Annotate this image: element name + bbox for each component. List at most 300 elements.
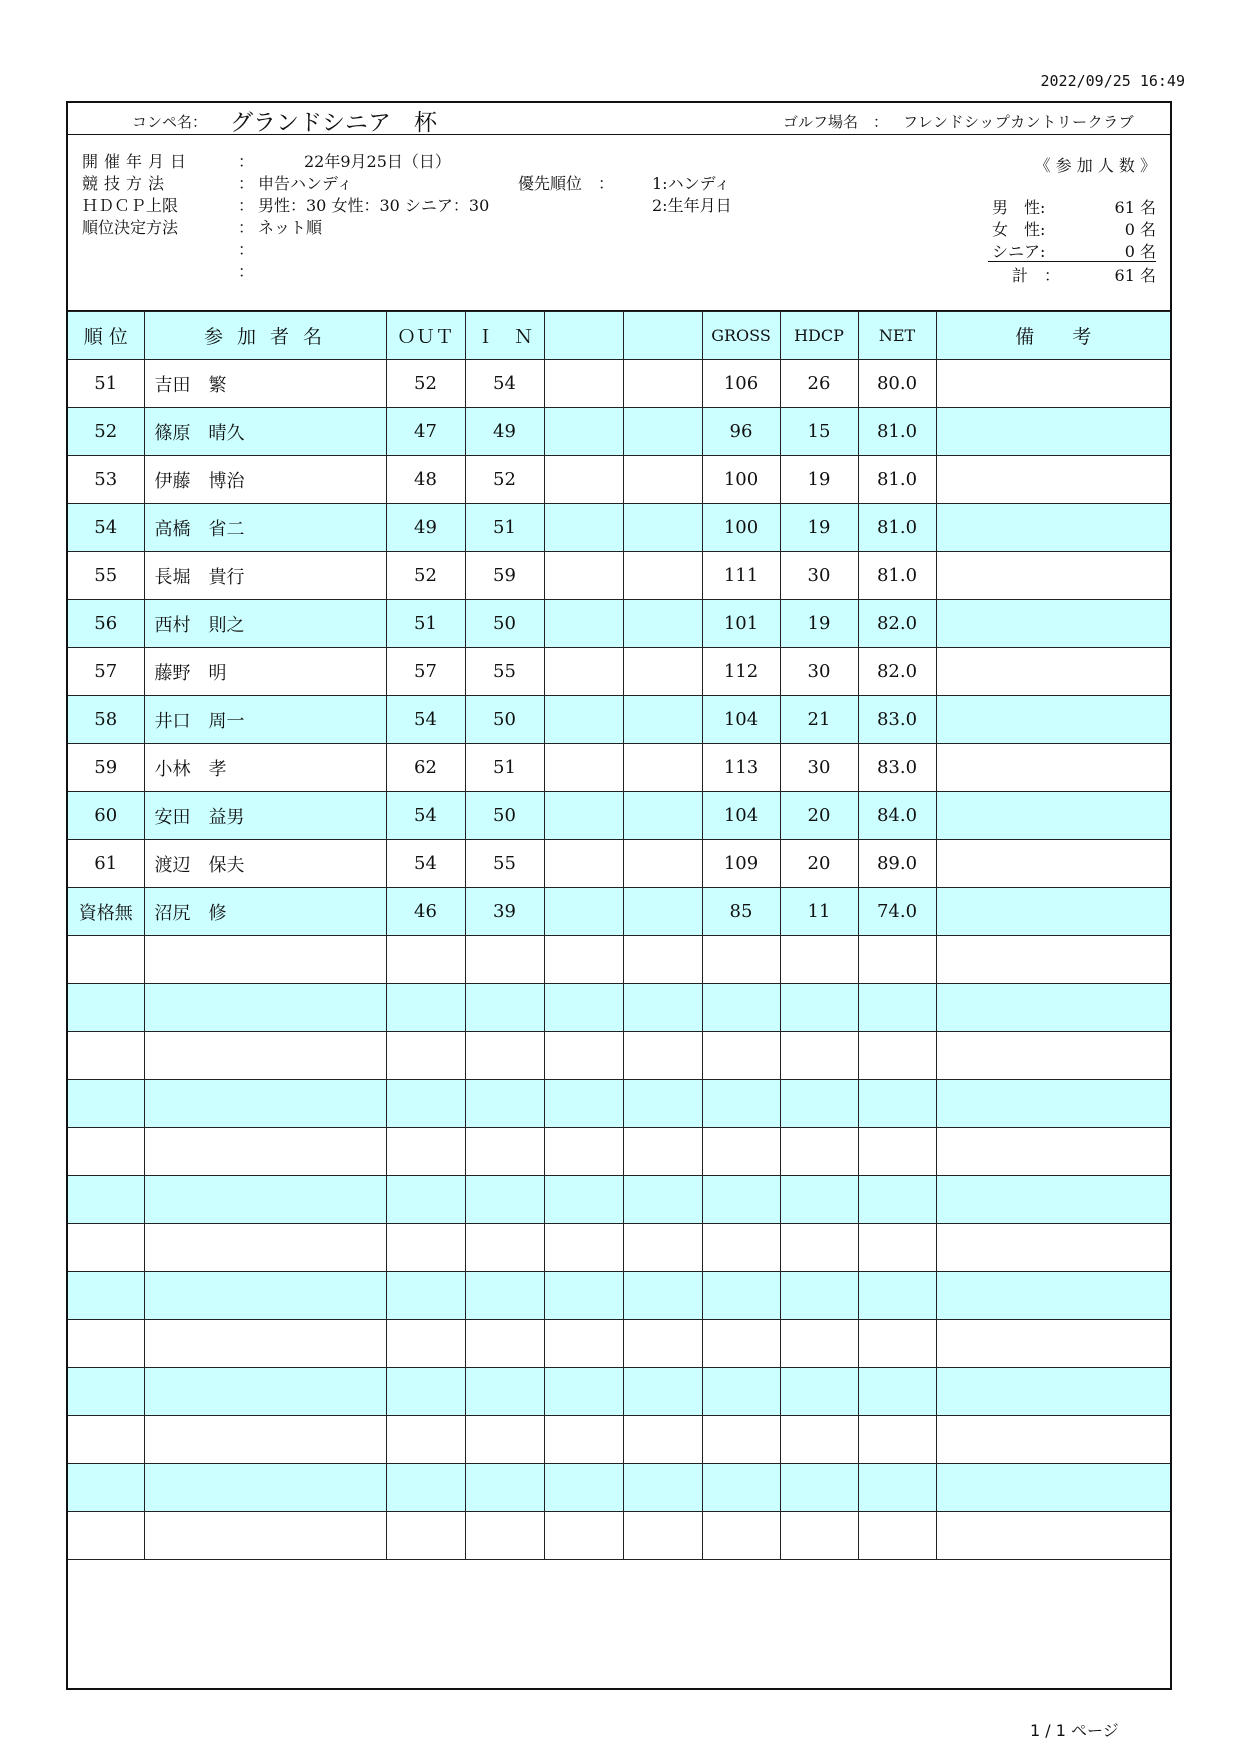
col-remarks: 備 考 xyxy=(936,312,1170,360)
cell-remarks xyxy=(936,984,1170,1032)
cell-out: 51 xyxy=(386,600,465,648)
cell-remarks xyxy=(936,1080,1170,1128)
cell-net xyxy=(858,1272,936,1320)
cell-rank xyxy=(68,1368,144,1416)
cell-net xyxy=(858,936,936,984)
cell-rank: 53 xyxy=(68,456,144,504)
counts-title: 《 参 加 人 数 》 xyxy=(1034,156,1156,175)
cell-out xyxy=(386,1032,465,1080)
cell-rank: 54 xyxy=(68,504,144,552)
cell-remarks xyxy=(936,1032,1170,1080)
cell-net: 74.0 xyxy=(858,888,936,936)
cell-out xyxy=(386,1320,465,1368)
cell-name: 高橋 省二 xyxy=(144,504,386,552)
cell-in xyxy=(465,984,544,1032)
cell-blank-2 xyxy=(623,1464,702,1512)
total-count: 61 名 xyxy=(1114,266,1156,285)
cell-hdcp xyxy=(780,1272,858,1320)
cell-in: 55 xyxy=(465,648,544,696)
cell-name xyxy=(144,1032,386,1080)
cell-hdcp xyxy=(780,1224,858,1272)
print-timestamp: 2022/09/25 16:49 xyxy=(1040,72,1185,90)
cell-out: 54 xyxy=(386,840,465,888)
cell-hdcp: 20 xyxy=(780,840,858,888)
cell-remarks xyxy=(936,1320,1170,1368)
cell-blank-1 xyxy=(544,1128,623,1176)
rank-method-label: 順位決定方法 xyxy=(82,218,179,237)
cell-blank-2 xyxy=(623,1272,702,1320)
cell-hdcp: 30 xyxy=(780,552,858,600)
table-row xyxy=(68,408,1170,456)
cell-gross xyxy=(702,1464,780,1512)
cell-in: 50 xyxy=(465,696,544,744)
cell-remarks xyxy=(936,1416,1170,1464)
cell-remarks xyxy=(936,936,1170,984)
cell-name xyxy=(144,1320,386,1368)
page-number: 1 / 1 ページ xyxy=(1030,1721,1119,1740)
method-colon: ： xyxy=(238,174,255,193)
cell-rank: 56 xyxy=(68,600,144,648)
cell-blank-2 xyxy=(623,984,702,1032)
cell-hdcp xyxy=(780,1032,858,1080)
cell-rank xyxy=(68,1320,144,1368)
cell-out: 52 xyxy=(386,360,465,408)
empty-row xyxy=(68,936,1170,984)
cell-remarks xyxy=(936,792,1170,840)
cell-blank-1 xyxy=(544,456,623,504)
cell-out: 54 xyxy=(386,696,465,744)
cell-gross: 111 xyxy=(702,552,780,600)
cell-blank-2 xyxy=(623,840,702,888)
header-row xyxy=(68,312,1170,360)
competition-label: コンペ名： xyxy=(132,113,208,131)
col-name: 参 加 者 名 xyxy=(144,312,386,360)
cell-in: 39 xyxy=(465,888,544,936)
empty-row xyxy=(68,1416,1170,1464)
empty-row xyxy=(68,1368,1170,1416)
cell-blank-1 xyxy=(544,360,623,408)
empty-row xyxy=(68,1320,1170,1368)
col-in: Ｉ Ｎ xyxy=(465,312,544,360)
cell-net xyxy=(858,1176,936,1224)
cell-out xyxy=(386,1512,465,1560)
cell-net: 81.0 xyxy=(858,504,936,552)
col-hdcp: HDCP xyxy=(780,312,858,360)
cell-hdcp xyxy=(780,1128,858,1176)
cell-in xyxy=(465,1416,544,1464)
cell-hdcp: 19 xyxy=(780,456,858,504)
empty-row xyxy=(68,1128,1170,1176)
empty-row xyxy=(68,1272,1170,1320)
cell-in xyxy=(465,1272,544,1320)
cell-out xyxy=(386,1464,465,1512)
cell-out: 52 xyxy=(386,552,465,600)
cell-net: 81.0 xyxy=(858,408,936,456)
cell-blank-1 xyxy=(544,1320,623,1368)
cell-blank-1 xyxy=(544,744,623,792)
cell-blank-2 xyxy=(623,936,702,984)
cell-gross: 101 xyxy=(702,600,780,648)
cell-gross xyxy=(702,1272,780,1320)
cell-blank-2 xyxy=(623,1512,702,1560)
cell-gross: 112 xyxy=(702,648,780,696)
cell-out xyxy=(386,1080,465,1128)
cell-gross xyxy=(702,1032,780,1080)
cell-net: 81.0 xyxy=(858,456,936,504)
cell-remarks xyxy=(936,840,1170,888)
cell-blank-1 xyxy=(544,1416,623,1464)
col-blank-2 xyxy=(623,312,702,360)
cell-gross: 100 xyxy=(702,504,780,552)
cell-blank-2 xyxy=(623,408,702,456)
cell-in xyxy=(465,1032,544,1080)
cell-remarks xyxy=(936,408,1170,456)
method-value: 申告ハンディ xyxy=(258,174,353,193)
cell-net xyxy=(858,1368,936,1416)
cell-hdcp: 20 xyxy=(780,792,858,840)
cell-hdcp xyxy=(780,1416,858,1464)
col-net: NET xyxy=(858,312,936,360)
cell-net xyxy=(858,1080,936,1128)
cell-name xyxy=(144,1128,386,1176)
cell-net: 81.0 xyxy=(858,552,936,600)
cell-gross xyxy=(702,1224,780,1272)
cell-in: 51 xyxy=(465,744,544,792)
cell-gross xyxy=(702,1176,780,1224)
cell-blank-1 xyxy=(544,696,623,744)
competition-name: グランドシニア 杯 xyxy=(230,110,437,136)
cell-blank-1 xyxy=(544,648,623,696)
cell-hdcp xyxy=(780,1176,858,1224)
cell-gross: 106 xyxy=(702,360,780,408)
cell-blank-1 xyxy=(544,1032,623,1080)
cell-in: 50 xyxy=(465,792,544,840)
cell-remarks xyxy=(936,1176,1170,1224)
competition-info xyxy=(68,135,1170,311)
cell-name: 篠原 晴久 xyxy=(144,408,386,456)
cell-name xyxy=(144,1512,386,1560)
cell-blank-1 xyxy=(544,1080,623,1128)
course-label: ゴルフ場名 ： xyxy=(783,113,889,131)
cell-gross: 100 xyxy=(702,456,780,504)
cell-in: 59 xyxy=(465,552,544,600)
col-gross: GROSS xyxy=(702,312,780,360)
cell-rank xyxy=(68,1416,144,1464)
cell-net xyxy=(858,1224,936,1272)
cell-blank-2 xyxy=(623,1032,702,1080)
cell-hdcp: 15 xyxy=(780,408,858,456)
cell-blank-1 xyxy=(544,504,623,552)
cell-out xyxy=(386,1176,465,1224)
cell-net: 83.0 xyxy=(858,744,936,792)
hdcp-limit-label: ＨＤＣＰ上限 xyxy=(82,196,179,215)
cell-name: 小林 孝 xyxy=(144,744,386,792)
cell-blank-2 xyxy=(623,696,702,744)
cell-in: 50 xyxy=(465,600,544,648)
cell-out xyxy=(386,984,465,1032)
cell-rank: 52 xyxy=(68,408,144,456)
cell-in: 55 xyxy=(465,840,544,888)
hdcp-limit-value: 男性：30 女性：30 シニア：30 xyxy=(258,196,490,215)
cell-remarks xyxy=(936,552,1170,600)
cell-in xyxy=(465,1464,544,1512)
cell-remarks xyxy=(936,600,1170,648)
cell-net xyxy=(858,1512,936,1560)
cell-remarks xyxy=(936,888,1170,936)
cell-blank-2 xyxy=(623,1320,702,1368)
cell-rank xyxy=(68,1080,144,1128)
cell-hdcp: 26 xyxy=(780,360,858,408)
cell-rank: 59 xyxy=(68,744,144,792)
priority-label: 優先順位 ： xyxy=(518,174,615,193)
cell-blank-2 xyxy=(623,1176,702,1224)
cell-gross: 104 xyxy=(702,696,780,744)
cell-blank-1 xyxy=(544,1176,623,1224)
cell-blank-1 xyxy=(544,840,623,888)
cell-gross xyxy=(702,1080,780,1128)
empty-row xyxy=(68,1224,1170,1272)
table-row xyxy=(68,792,1170,840)
cell-hdcp: 19 xyxy=(780,600,858,648)
cell-hdcp xyxy=(780,1464,858,1512)
empty-row xyxy=(68,1032,1170,1080)
cell-hdcp xyxy=(780,1320,858,1368)
cell-net xyxy=(858,1320,936,1368)
empty-row xyxy=(68,1176,1170,1224)
cell-blank-2 xyxy=(623,792,702,840)
cell-out: 49 xyxy=(386,504,465,552)
cell-remarks xyxy=(936,744,1170,792)
male-count: 61 名 xyxy=(1114,198,1156,217)
cell-blank-1 xyxy=(544,1464,623,1512)
hdcp-colon: ： xyxy=(238,196,255,215)
cell-rank xyxy=(68,936,144,984)
cell-name: 安田 益男 xyxy=(144,792,386,840)
cell-out: 54 xyxy=(386,792,465,840)
cell-gross: 85 xyxy=(702,888,780,936)
cell-remarks xyxy=(936,360,1170,408)
cell-rank xyxy=(68,1128,144,1176)
cell-name: 伊藤 博治 xyxy=(144,456,386,504)
cell-remarks xyxy=(936,504,1170,552)
cell-in: 49 xyxy=(465,408,544,456)
female-count: 0 名 xyxy=(1124,220,1156,239)
cell-name: 吉田 繁 xyxy=(144,360,386,408)
cell-blank-2 xyxy=(623,1128,702,1176)
cell-rank xyxy=(68,984,144,1032)
col-rank: 順 位 xyxy=(68,312,144,360)
cell-blank-1 xyxy=(544,1224,623,1272)
cell-name xyxy=(144,1224,386,1272)
table-row xyxy=(68,552,1170,600)
cell-remarks xyxy=(936,1464,1170,1512)
cell-in xyxy=(465,1176,544,1224)
cell-name: 渡辺 保夫 xyxy=(144,840,386,888)
table-row xyxy=(68,744,1170,792)
cell-hdcp: 11 xyxy=(780,888,858,936)
cell-hdcp xyxy=(780,1512,858,1560)
cell-in xyxy=(465,1224,544,1272)
cell-blank-2 xyxy=(623,1080,702,1128)
cell-gross xyxy=(702,984,780,1032)
cell-blank-2 xyxy=(623,552,702,600)
cell-net: 82.0 xyxy=(858,600,936,648)
cell-blank-2 xyxy=(623,888,702,936)
rank-colon: ： xyxy=(238,218,255,237)
table-row xyxy=(68,648,1170,696)
cell-in: 52 xyxy=(465,456,544,504)
cell-remarks xyxy=(936,1128,1170,1176)
cell-remarks xyxy=(936,648,1170,696)
cell-remarks xyxy=(936,1272,1170,1320)
cell-name xyxy=(144,1080,386,1128)
cell-remarks xyxy=(936,1224,1170,1272)
results-body xyxy=(68,360,1170,1560)
cell-out xyxy=(386,1368,465,1416)
empty-row xyxy=(68,1512,1170,1560)
table-row xyxy=(68,456,1170,504)
cell-gross: 113 xyxy=(702,744,780,792)
cell-rank xyxy=(68,1272,144,1320)
male-label: 男 性: xyxy=(992,198,1046,217)
empty-row xyxy=(68,1080,1170,1128)
cell-out: 47 xyxy=(386,408,465,456)
cell-name xyxy=(144,984,386,1032)
cell-gross xyxy=(702,1416,780,1464)
cell-name: 沼尻 修 xyxy=(144,888,386,936)
cell-blank-1 xyxy=(544,888,623,936)
date-colon: ： xyxy=(238,152,255,171)
cell-out: 62 xyxy=(386,744,465,792)
date-label: 開催年月日 xyxy=(82,152,193,171)
cell-hdcp: 30 xyxy=(780,648,858,696)
cell-gross xyxy=(702,1368,780,1416)
cell-gross xyxy=(702,1320,780,1368)
cell-name xyxy=(144,1176,386,1224)
cell-blank-2 xyxy=(623,456,702,504)
rank-method-value: ネット順 xyxy=(258,218,323,237)
cell-hdcp: 21 xyxy=(780,696,858,744)
cell-name xyxy=(144,1416,386,1464)
cell-blank-1 xyxy=(544,1512,623,1560)
cell-name xyxy=(144,1272,386,1320)
empty-row xyxy=(68,1464,1170,1512)
cell-in xyxy=(465,1128,544,1176)
cell-rank: 51 xyxy=(68,360,144,408)
cell-name xyxy=(144,1368,386,1416)
cell-net xyxy=(858,1128,936,1176)
cell-blank-1 xyxy=(544,936,623,984)
cell-out: 57 xyxy=(386,648,465,696)
date-value: 22年9月25日（日） xyxy=(304,152,451,171)
cell-rank: 資格無 xyxy=(68,888,144,936)
table-row xyxy=(68,888,1170,936)
cell-hdcp xyxy=(780,936,858,984)
cell-net xyxy=(858,1464,936,1512)
cell-out xyxy=(386,1224,465,1272)
cell-blank-2 xyxy=(623,1368,702,1416)
priority-1: 1:ハンディ xyxy=(652,174,731,193)
cell-rank: 61 xyxy=(68,840,144,888)
cell-rank: 58 xyxy=(68,696,144,744)
cell-rank: 57 xyxy=(68,648,144,696)
cell-rank xyxy=(68,1032,144,1080)
cell-remarks xyxy=(936,696,1170,744)
cell-blank-1 xyxy=(544,1368,623,1416)
cell-hdcp: 30 xyxy=(780,744,858,792)
cell-rank xyxy=(68,1224,144,1272)
senior-label: シニア: xyxy=(992,242,1046,261)
table-row xyxy=(68,696,1170,744)
table-row xyxy=(68,504,1170,552)
title-row xyxy=(68,103,1170,135)
cell-net xyxy=(858,1416,936,1464)
cell-rank xyxy=(68,1464,144,1512)
col-out: ＯＵＴ xyxy=(386,312,465,360)
cell-gross: 109 xyxy=(702,840,780,888)
cell-gross xyxy=(702,1128,780,1176)
participant-counts xyxy=(988,149,1156,299)
cell-gross xyxy=(702,936,780,984)
cell-net xyxy=(858,1032,936,1080)
cell-in: 54 xyxy=(465,360,544,408)
cell-blank-2 xyxy=(623,744,702,792)
blank-colon-2: ： xyxy=(238,262,255,281)
cell-blank-1 xyxy=(544,552,623,600)
cell-in xyxy=(465,936,544,984)
blank-colon-1: ： xyxy=(238,240,255,259)
cell-rank: 55 xyxy=(68,552,144,600)
cell-out xyxy=(386,1272,465,1320)
female-label: 女 性: xyxy=(992,220,1046,239)
cell-blank-1 xyxy=(544,1272,623,1320)
cell-name xyxy=(144,1464,386,1512)
empty-row xyxy=(68,984,1170,1032)
cell-blank-2 xyxy=(623,1224,702,1272)
results-sheet xyxy=(66,101,1172,1690)
cell-blank-2 xyxy=(623,360,702,408)
cell-net: 84.0 xyxy=(858,792,936,840)
cell-blank-2 xyxy=(623,648,702,696)
cell-gross: 104 xyxy=(702,792,780,840)
cell-net xyxy=(858,984,936,1032)
cell-net: 89.0 xyxy=(858,840,936,888)
cell-in xyxy=(465,1512,544,1560)
col-blank-1 xyxy=(544,312,623,360)
cell-rank xyxy=(68,1176,144,1224)
cell-rank: 60 xyxy=(68,792,144,840)
cell-hdcp: 19 xyxy=(780,504,858,552)
senior-count: 0 名 xyxy=(1124,242,1156,261)
cell-out xyxy=(386,1416,465,1464)
cell-name: 井口 周一 xyxy=(144,696,386,744)
cell-in xyxy=(465,1320,544,1368)
cell-blank-1 xyxy=(544,984,623,1032)
cell-blank-1 xyxy=(544,792,623,840)
cell-remarks xyxy=(936,1512,1170,1560)
cell-net: 83.0 xyxy=(858,696,936,744)
cell-blank-1 xyxy=(544,408,623,456)
cell-out: 48 xyxy=(386,456,465,504)
cell-out xyxy=(386,936,465,984)
cell-remarks xyxy=(936,1368,1170,1416)
cell-hdcp xyxy=(780,1368,858,1416)
cell-in: 51 xyxy=(465,504,544,552)
cell-out xyxy=(386,1128,465,1176)
cell-gross xyxy=(702,1512,780,1560)
cell-blank-2 xyxy=(623,504,702,552)
cell-out: 46 xyxy=(386,888,465,936)
